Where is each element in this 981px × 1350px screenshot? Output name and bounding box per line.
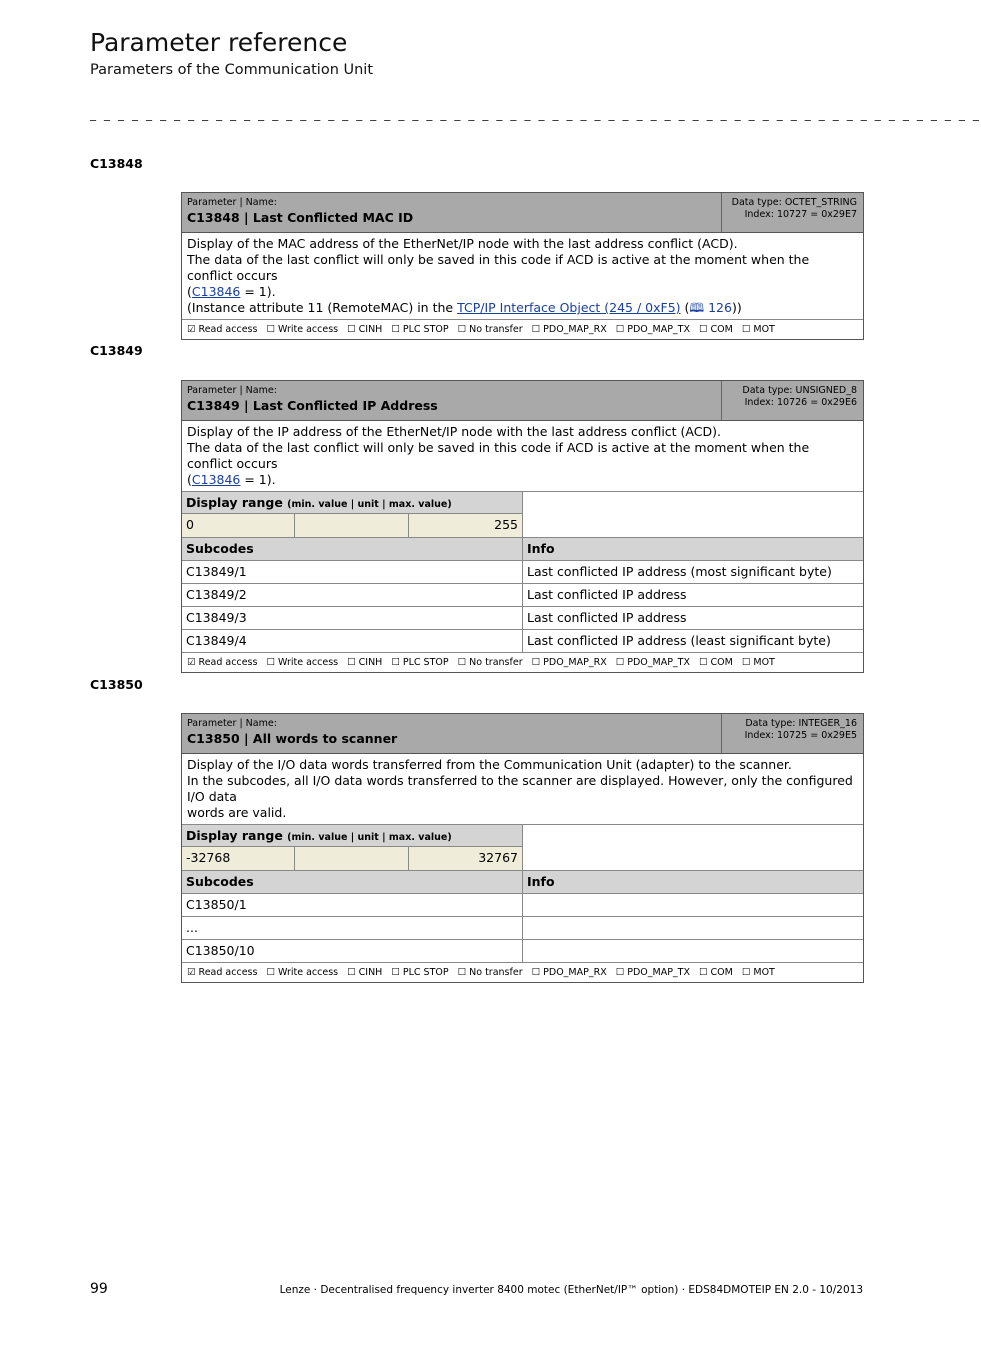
parameter-table — [181, 713, 864, 983]
description-line — [187, 284, 858, 300]
flag-plc-stop: ☐ PLC STOP — [391, 967, 449, 978]
data-type: Data type: UNSIGNED_8 — [742, 385, 857, 396]
page-subtitle: Parameters of the Communication Unit — [90, 62, 374, 78]
description-line: Display of the I/O data words transferred from the Communication Unit (adapter) to the scanner. — [187, 757, 792, 772]
parameter-name-label: Parameter | Name: — [187, 385, 277, 396]
flag-cinh: ☐ CINH — [347, 967, 383, 978]
display-range-label: Display range — [186, 495, 283, 510]
parameter-header — [182, 714, 863, 754]
subcodes-header-row — [182, 871, 863, 894]
flag-mot: ☐ MOT — [741, 657, 775, 668]
subcodes-header: Subcodes — [182, 538, 523, 560]
display-range-label: Display range — [186, 828, 283, 843]
description-line: In the subcodes, all I/O data words transferred to the scanner are displayed. However, only the configured I/O data — [187, 773, 853, 804]
parameter-table — [181, 380, 864, 673]
subcode: C13849/1 — [182, 561, 523, 583]
flag-pdo-map-tx: ☐ PDO_MAP_TX — [615, 324, 690, 335]
display-range — [182, 825, 863, 871]
link-c13846[interactable]: C13846 — [191, 284, 241, 299]
flag-no-transfer: ☐ No transfer — [457, 324, 523, 335]
flag-com: ☐ COM — [699, 324, 733, 335]
flag-read-access: ☑ Read access — [187, 324, 258, 335]
subcode: C13850/10 — [182, 940, 523, 962]
description-line: The data of the last conflict will only be saved in this code if ACD is active at the moment when the conflict occurs — [187, 252, 810, 283]
flag-mot: ☐ MOT — [741, 967, 775, 978]
subcode: C13849/4 — [182, 630, 523, 652]
flag-write-access: ☐ Write access — [266, 324, 339, 335]
table-row — [182, 584, 863, 607]
table-row — [182, 917, 863, 940]
subcode-info: Last conflicted IP address (least significant byte) — [527, 633, 831, 648]
parameter-description — [182, 233, 863, 320]
unit — [295, 514, 408, 537]
parameter-header — [182, 193, 863, 233]
flag-mot: ☐ MOT — [741, 324, 775, 335]
parameter-name-label: Parameter | Name: — [187, 197, 277, 208]
flag-pdo-map-rx: ☐ PDO_MAP_RX — [531, 657, 607, 668]
max-value: 32767 — [478, 850, 518, 865]
section-heading: C13848 — [90, 156, 143, 171]
access-flags — [182, 653, 863, 672]
divider: _ _ _ _ _ _ _ _ _ _ _ _ _ _ _ _ _ _ _ _ _ _ _ _ _ _ _ _ _ _ _ _ _ _ _ _ _ _ _ _ _ _ _ _ _ _ _ _ _ _ _ _ _ _ _ _ _ _ _ _ _ _ _ _ — [90, 107, 981, 121]
flag-read-access: ☑ Read access — [187, 657, 258, 668]
index: Index: 10725 = 0x29E5 — [744, 730, 857, 741]
section-heading: C13850 — [90, 677, 143, 692]
parameter-name: C13848 | Last Conflicted MAC ID — [187, 210, 414, 225]
unit — [295, 847, 408, 870]
parameter-description — [182, 421, 863, 492]
text: = 1). — [240, 472, 276, 487]
link-tcpip-interface-object[interactable]: TCP/IP Interface Object (245 / 0xF5) — [457, 300, 681, 315]
section-heading: C13849 — [90, 343, 143, 358]
table-row — [182, 561, 863, 584]
display-range-hint: (min. value | unit | max. value) — [287, 499, 452, 510]
page-number: 99 — [90, 1281, 108, 1297]
text: (Instance attribute 11 (RemoteMAC) in the — [187, 300, 458, 315]
text: ( — [187, 284, 192, 299]
display-range — [182, 492, 863, 538]
flag-read-access: ☑ Read access — [187, 967, 258, 978]
parameter-description — [182, 754, 863, 825]
table-row — [182, 894, 863, 917]
min-value: -32768 — [182, 847, 295, 870]
subcode-info — [523, 917, 863, 939]
data-type: Data type: OCTET_STRING — [731, 197, 857, 208]
text: )) — [731, 300, 742, 315]
display-range-header — [182, 825, 522, 847]
access-flags — [182, 320, 863, 339]
flag-no-transfer: ☐ No transfer — [457, 967, 523, 978]
data-type: Data type: INTEGER_16 — [745, 718, 857, 729]
flag-pdo-map-rx: ☐ PDO_MAP_RX — [531, 967, 607, 978]
parameter-name: C13849 | Last Conflicted IP Address — [187, 398, 438, 413]
flag-cinh: ☐ CINH — [347, 657, 383, 668]
subcode-info: Last conflicted IP address (most significant byte) — [527, 564, 832, 579]
link-c13846[interactable]: C13846 — [191, 472, 241, 487]
flag-cinh: ☐ CINH — [347, 324, 383, 335]
footer-text: Lenze · Decentralised frequency inverter 8400 motec (EtherNet/IP™ option) · EDS84DMOTEIP EN 2.0 - 10/2013 — [279, 1284, 863, 1296]
subcodes-header-row — [182, 538, 863, 561]
description-line: The data of the last conflict will only be saved in this code if ACD is active at the moment when the conflict occurs — [187, 440, 810, 471]
table-row — [182, 607, 863, 630]
flag-write-access: ☐ Write access — [266, 657, 339, 668]
description-line: words are valid. — [187, 805, 287, 820]
max-value: 255 — [494, 517, 518, 532]
subcodes-header: Subcodes — [182, 871, 523, 893]
text: ( — [680, 300, 690, 315]
table-row — [182, 630, 863, 653]
access-flags — [182, 963, 863, 982]
parameter-table — [181, 192, 864, 340]
index: Index: 10727 = 0x29E7 — [744, 209, 857, 220]
subcode: C13850/1 — [182, 894, 523, 916]
info-header: Info — [527, 874, 555, 889]
subcode-info — [523, 894, 863, 916]
text: = 1). — [240, 284, 276, 299]
flag-plc-stop: ☐ PLC STOP — [391, 324, 449, 335]
display-range-header — [182, 492, 522, 514]
subcode-info: Last conflicted IP address — [527, 610, 687, 625]
info-header: Info — [527, 541, 555, 556]
flag-write-access: ☐ Write access — [266, 967, 339, 978]
flag-pdo-map-rx: ☐ PDO_MAP_RX — [531, 324, 607, 335]
index: Index: 10726 = 0x29E6 — [744, 397, 857, 408]
flag-com: ☐ COM — [699, 657, 733, 668]
description-line: Display of the IP address of the EtherNet/IP node with the last address conflict (ACD). — [187, 424, 721, 439]
flag-pdo-map-tx: ☐ PDO_MAP_TX — [615, 657, 690, 668]
display-range-hint: (min. value | unit | max. value) — [287, 832, 452, 843]
description-line — [187, 472, 858, 488]
page-title: Parameter reference — [90, 28, 348, 57]
subcode-info — [523, 940, 863, 962]
page-ref-link[interactable]: 🕮 126 — [689, 300, 732, 315]
flag-no-transfer: ☐ No transfer — [457, 657, 523, 668]
table-row — [182, 940, 863, 963]
flag-com: ☐ COM — [699, 967, 733, 978]
parameter-name: C13850 | All words to scanner — [187, 731, 398, 746]
subcode: ... — [182, 917, 523, 939]
min-value: 0 — [182, 514, 295, 537]
description-line: Display of the MAC address of the EtherNet/IP node with the last address conflict (ACD). — [187, 236, 738, 251]
parameter-name-label: Parameter | Name: — [187, 718, 277, 729]
subcode-info: Last conflicted IP address — [527, 587, 687, 602]
text: ( — [187, 472, 192, 487]
flag-plc-stop: ☐ PLC STOP — [391, 657, 449, 668]
flag-pdo-map-tx: ☐ PDO_MAP_TX — [615, 967, 690, 978]
subcode: C13849/3 — [182, 607, 523, 629]
parameter-header — [182, 381, 863, 421]
description-line — [187, 300, 858, 316]
subcode: C13849/2 — [182, 584, 523, 606]
